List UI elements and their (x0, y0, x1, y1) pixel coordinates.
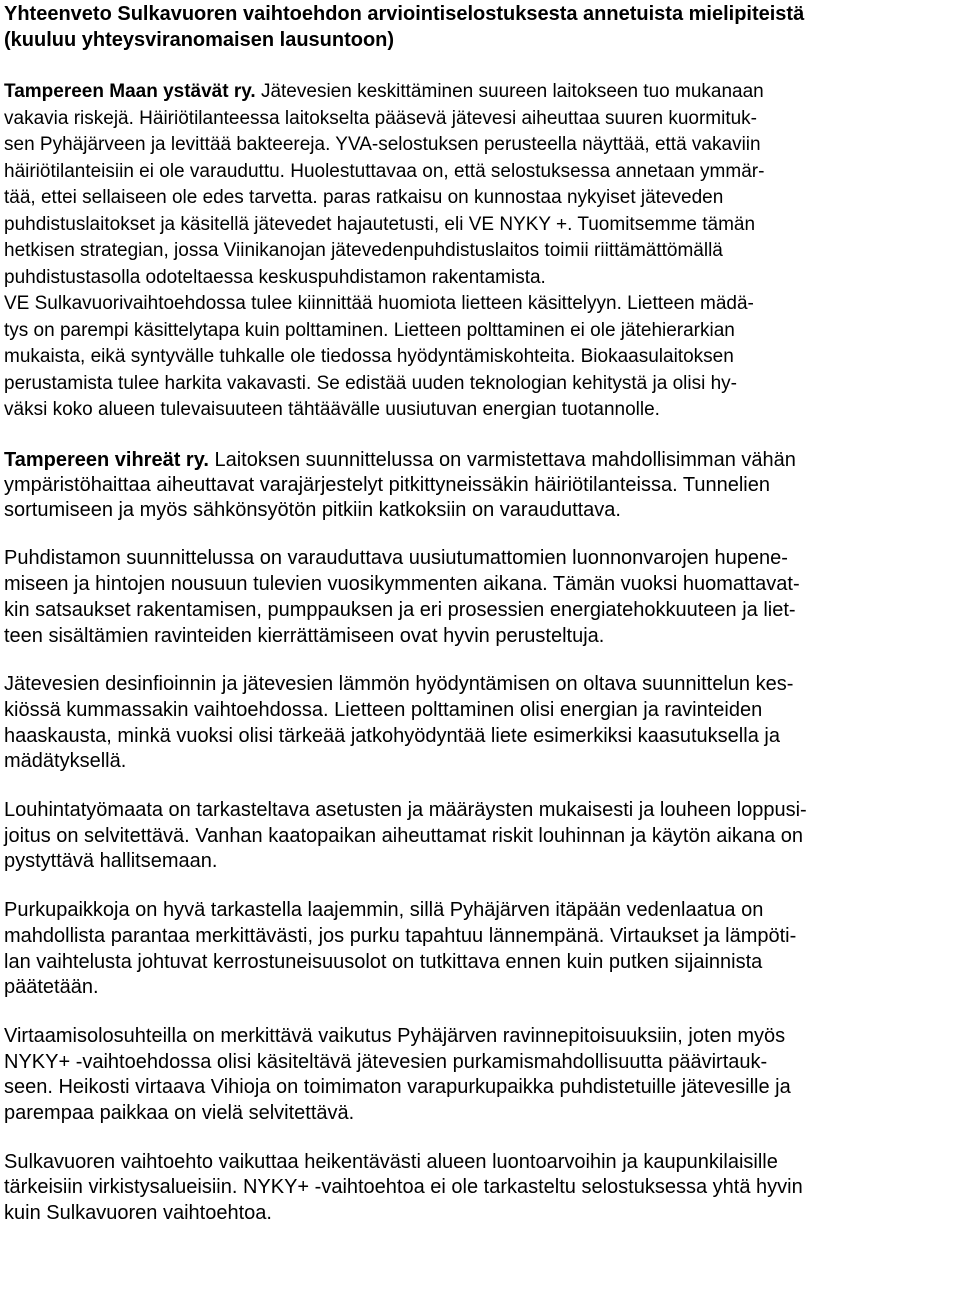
text-line: joitus on selvitettävä. Vanhan kaatopaikan aiheuttamat riskit louhinnan ja käytön aikana on (4, 824, 804, 847)
paragraph (4, 1024, 954, 1127)
statement-maan-ystavat (4, 79, 954, 424)
text-line: seen. Heikosti virtaava Vihioja on toimimaton varapurkupaikka puhdistetuille jätevesille ja (4, 1076, 791, 1099)
title-line: (kuuluu yhteysviranomaisen lausuntoon) (4, 29, 395, 51)
text-line: Jätevesien desinfioinnin ja jätevesien lämmön hyödyntämisen on oltava suunnittelun kes- (4, 673, 794, 696)
title-line: Yhteenveto Sulkavuoren vaihtoehdon arviointiselostuksesta annetuista mielipiteistä (4, 3, 805, 25)
text-line: lan vaihtelusta johtuvat kerrostuneisuusolot on tutkittava ennen kuin putken sijainnista (4, 950, 763, 973)
text-line: Sulkavuoren vaihtoehto vaikuttaa heikentävästi alueen luontoarvoihin ja kaupunkilaisille (4, 1150, 778, 1173)
statement-vihreat (4, 448, 954, 524)
text-line: Louhintatyömaata on tarkasteltava asetusten ja määräysten mukaisesti ja louheen loppusi- (4, 799, 807, 822)
text-run: Jätevesien keskittäminen suureen laitokseen tuo mukanaan (255, 81, 764, 102)
paragraph (4, 1150, 954, 1227)
text-line: puhdistustasolla odoteltaessa keskuspuhdistamon rakentamista. (4, 266, 546, 288)
text-line (4, 79, 954, 106)
text-line: Puhdistamon suunnittelussa on varauduttava uusiutumattomien luonnonvarojen hupene- (4, 547, 788, 570)
text-line: mädätyksellä. (4, 750, 127, 773)
document-page (4, 0, 954, 1227)
organization-name: Tampereen vihreät ry. (4, 448, 209, 471)
text-line: puhdistuslaitokset ja käsitellä jätevedet hajautetusti, eli VE NYKY +. Tuomitsemme tämän (4, 213, 756, 235)
text-line: tärkeisiin virkistysalueisiin. NYKY+ -vaihtoehtoa ei ole tarkasteltu selostuksessa yhtä hyvin (4, 1176, 803, 1199)
paragraph (4, 898, 954, 1001)
text-line: sortumiseen ja myös sähkönsyötön pitkiin katkoksiin on varauduttava. (4, 499, 621, 522)
text-line: häiriötilanteisiin ei ole varauduttu. Huolestuttavaa on, että selostuksessa annetaan ymmär- (4, 160, 765, 182)
text-line: miseen ja hintojen nousuun tulevien vuosikymmenten aikana. Tämän vuoksi huomattavat- (4, 573, 800, 596)
text-line: VE Sulkavuorivaihtoehdossa tulee kiinnittää huomiota lietteen käsittelyyn. Lietteen mädä- (4, 293, 754, 314)
paragraph (4, 546, 954, 649)
text-line: perustamista tulee harkita vakavasti. Se edistää uuden teknologian kehitystä ja olisi hy- (4, 372, 737, 394)
paragraph (4, 798, 954, 875)
text-line: vakavia riskejä. Häiriötilanteessa laitokselta pääsevä jätevesi aiheuttaa suuren kuormituk- (4, 107, 757, 129)
text-line: kiössä kummassakin vaihtoehdossa. Lietteen polttaminen olisi energian ja ravinteiden (4, 698, 763, 721)
text-line: teen sisältämien ravinteiden kierrättämiseen ovat hyvin perusteltuja. (4, 624, 605, 647)
text-line: hetkisen strategian, jossa Viinikanojan jätevedenpuhdistuslaitos toimii riittämättömällä (4, 240, 723, 261)
text-line: mahdollista parantaa merkittävästi, jos purku tapahtuu lännempänä. Virtaukset ja lämpöti- (4, 924, 797, 947)
text-line: pystyttävä hallitsemaan. (4, 850, 218, 873)
text-run: Laitoksen suunnittelussa on varmistettava mahdollisimman vähän (208, 448, 796, 471)
text-line: haaskausta, minkä vuoksi olisi tärkeää jatkohyödyntää liete esimerkiksi kaasutuksella ja (4, 724, 780, 747)
organization-name: Tampereen Maan ystävät ry. (4, 81, 256, 102)
text-line: Virtaamisolosuhteilla on merkittävä vaikutus Pyhäjärven ravinnepitoisuuksiin, joten myös (4, 1024, 786, 1047)
text-line: mukaista, eikä syntyvälle tuhkalle ole tiedossa hyödyntämiskohteita. Biokaasulaitoksen (4, 346, 734, 367)
text-line: NYKY+ -vaihtoehdossa olisi käsiteltävä jätevesien purkamismahdollisuutta päävirtauk- (4, 1050, 768, 1073)
text-line: ympäristöhaittaa aiheuttavat varajärjestelyt pitkittyneissäkin häiriötilanteissa. Tunnelien (4, 473, 770, 496)
text-line (4, 448, 954, 473)
paragraph (4, 672, 954, 775)
text-line: väksi koko alueen tulevaisuuteen tähtäävälle uusiutuvan energian tuotannolle. (4, 399, 660, 420)
text-line: sen Pyhäjärveen ja levittää bakteereja. YVA-selostuksen perusteella näyttää, että vakaviin (4, 134, 761, 155)
text-line: Purkupaikkoja on hyvä tarkastella laajemmin, sillä Pyhäjärven itäpään vedenlaatua on (4, 899, 764, 922)
text-line: parempaa paikkaa on vielä selvitettävä. (4, 1102, 355, 1125)
text-line: tää, ettei sellaiseen ole edes tarvetta. paras ratkaisu on kunnostaa nykyiset jäteveden (4, 187, 724, 208)
text-line: kin satsaukset rakentamisen, pumppauksen ja eri prosessien energiatehokkuuteen ja liet- (4, 598, 796, 621)
document-title (4, 0, 954, 53)
text-line: päätetään. (4, 976, 99, 999)
text-line: tys on parempi käsittelytapa kuin polttaminen. Lietteen polttaminen ei ole jätehierarkian (4, 319, 735, 341)
text-line: kuin Sulkavuoren vaihtoehtoa. (4, 1202, 272, 1225)
